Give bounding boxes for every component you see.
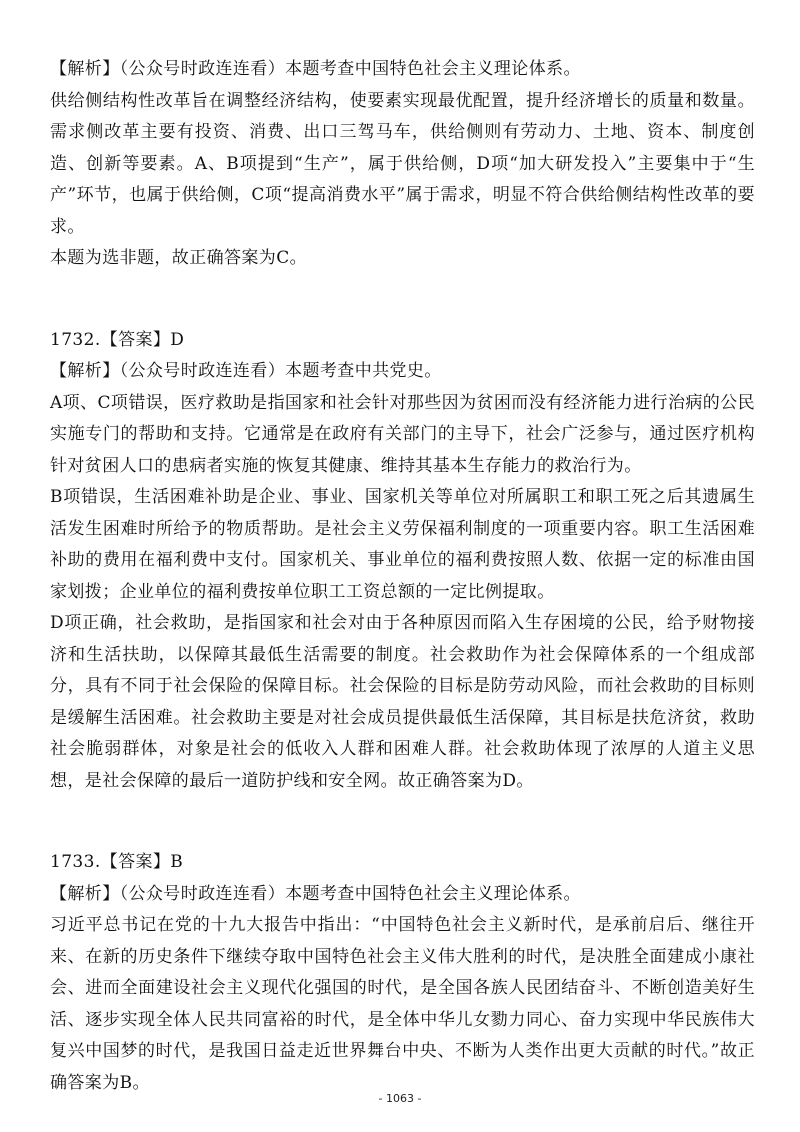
answer-1732: 1732.【答案】D: [50, 329, 185, 350]
section-gap: [50, 275, 755, 325]
analysis-heading-1731: 【解析】（公众号时政连连看）本题考查中国特色社会主义理论体系。: [50, 59, 581, 79]
analysis-heading-1732: 【解析】（公众号时政连连看）本题考查中共党史。: [50, 361, 442, 381]
analysis-heading-1733: 【解析】（公众号时政连连看）本题考查中国特色社会主义理论体系。: [50, 883, 581, 904]
analysis-para-1732-b: B项错误，生活困难补助是企业、事业、国家机关等单位对所属职工和职工死之后其遗属生活发生困难时所给予的物质帮助。是社会主义劳保福利制度的一项重要内容。职工生活困难补助的费用在福利费中支付。国家机关、事业单位的福利费按照人数、依据一定的标准由国家划拨；企业单位的福利费按单位职工工资总额的一定比例提取。: [50, 487, 755, 602]
analysis-para-1732-ac: A项、C项错误，医疗救助是指国家和社会针对那些因为贫困而没有经济能力进行治病的公民实施专门的帮助和支持。它通常是在政府有关部门的主导下，社会广泛参与，通过医疗机构针对贫困人口的患病者实施的恢复其健康、维持其基本生存能力的救治行为。: [50, 392, 755, 476]
section-gap: [50, 797, 755, 847]
analysis-para-1733: 习近平总书记在党的十九大报告中指出：“中国特色社会主义新时代，是承前启后、继往开来、在新的历史条件下继续夺取中国特色社会主义伟大胜利的时代，是决胜全面建成小康社会、进而全面建设社会主义现代化强国的时代，是全国各族人民团结奋斗、不断创造美好生活、逐步实现全体人民共同富裕的时代，是全体中华儿女勠力同心、奋力实现中华民族伟大复兴中国梦的时代，是我国日益走近世界舞台中央、不断为人类作出更大贡献的时代。”故正确答案为B。: [50, 915, 755, 1093]
analysis-body-1731: 供给侧结构性改革旨在调整经济结构，使要素实现最优配置，提升经济增长的质量和数量。需求侧改革主要有投资、消费、出口三驾马车，供给侧则有劳动力、土地、资本、制度创造、创新等要素。A、B项提到“生产”，属于供给侧，D项“加大研发投入”主要集中于“生产”环节，也属于供给侧，C项“提高消费水平”属于需求，明显不符合供给侧结构性改革的要求。: [50, 90, 755, 237]
answer-1733: 1733.【答案】B: [50, 852, 184, 872]
page-number: - 1063 -: [378, 1092, 422, 1105]
page-content: [50, 54, 755, 1099]
analysis-para-1732-d: D项正确，社会救助，是指国家和社会对由于各种原因而陷入生存困境的公民，给予财物接济和生活扶助，以保障其最低生活需要的制度。社会救助作为社会保障体系的一个组成部分，具有不同于社会保险的保障目标。社会保险的目标是防劳动风险，而社会救助的目标则是缓解生活困难。社会救助主要是对社会成员提供最低生活保障，其目标是扶危济贫，救助社会脆弱群体，对象是社会的低收入人群和困难人群。社会救助体现了浓厚的人道主义思想，是社会保障的最后一道防护线和安全网。故正确答案为D。: [50, 613, 755, 791]
conclusion-1731: 本题为选非题，故正确答案为C。: [50, 248, 308, 268]
